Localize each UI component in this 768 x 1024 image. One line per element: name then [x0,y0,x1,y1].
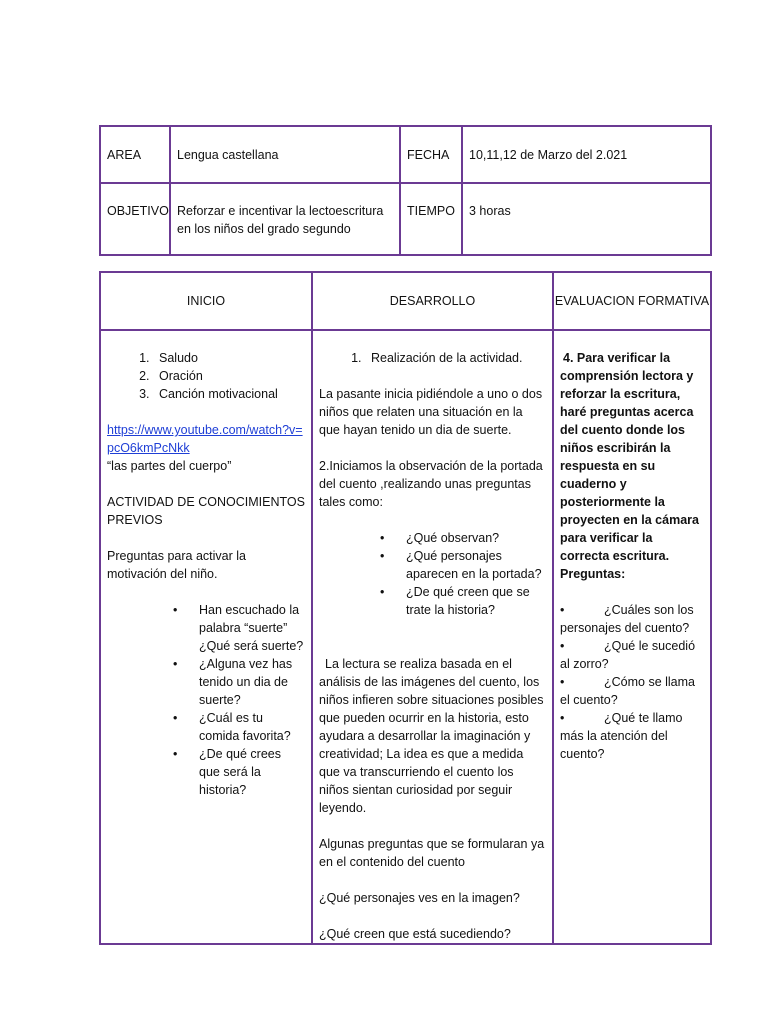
evaluacion-question: • ¿Cuáles son los personajes del cuento? [560,603,694,635]
desarrollo-paragraph-4: Algunas preguntas que se formularan ya en el contenido del cuento [319,837,545,869]
bullet: • [560,603,565,617]
evaluacion-question: • ¿Qué te llamo más la atención del cuento? [560,711,683,761]
desarrollo-paragraph-2: 2.Iniciamos la observación de la portada del cuento ,realizando unas preguntas tales como: [319,459,543,509]
tiempo-label: TIEMPO [400,183,462,255]
inicio-questions-list [199,601,305,799]
objetivo-label: OBJETIVO [100,183,170,255]
plan-table [99,271,712,945]
area-label: AREA [100,126,170,183]
list-item: • ¿Alguna vez has tenido un dia de suerte? [199,655,305,709]
desarrollo-question-2: ¿Qué creen que está sucediendo? [319,927,511,941]
list-item: • ¿Qué observan? [406,529,546,547]
questions-intro: Preguntas para activar la motivación del niño. [107,549,246,581]
inicio-cell [100,330,312,944]
desarrollo-questions-list [406,529,546,619]
header-row-1 [100,126,711,183]
desarrollo-question-1: ¿Qué personajes ves en la imagen? [319,891,520,905]
fecha-label: FECHA [400,126,462,183]
bullet: • [560,711,565,725]
evaluacion-intro: 4. Para verificar la comprensión lectora y reforzar la escritura, haré preguntas acerca del cuento donde los niños escribirán la respuesta en su cuaderno y posteriormente la proyecten en la cámara para verificar la correcta escritura. [560,351,699,563]
objetivo-value: Reforzar e incentivar la lectoescritura en los niños del grado segundo [170,183,400,255]
bullet: • [560,675,565,689]
evaluacion-questions-title: Preguntas: [560,567,626,581]
list-item: • ¿De qué creen que se trate la historia? [406,583,546,619]
column-header-desarrollo: DESARROLLO [312,272,553,330]
column-header-inicio: INICIO [100,272,312,330]
list-item: 1. Saludo [153,349,305,367]
list-item: • ¿De qué crees que será la historia? [199,745,305,799]
bullet: • [560,639,565,653]
fecha-value: 10,11,12 de Marzo del 2.021 [462,126,711,183]
area-value: Lengua castellana [170,126,400,183]
desarrollo-cell [312,330,553,944]
list-item: • Han escuchado la palabra “suerte” ¿Qué será suerte? [199,601,305,655]
activity-title: ACTIVIDAD DE CONOCIMIENTOS PREVIOS [107,495,305,527]
list-item: 3. Canción motivacional [153,385,305,403]
song-title: “las partes del cuerpo” [107,459,232,473]
evaluacion-question: • ¿Qué le sucedió al zorro? [560,639,696,671]
evaluacion-cell [553,330,711,944]
plan-header-row [100,272,711,330]
evaluacion-question: • ¿Cómo se llama el cuento? [560,675,695,707]
list-item: • ¿Cuál es tu comida favorita? [199,709,305,745]
plan-body-row [100,330,711,944]
column-header-evaluacion: EVALUACION FORMATIVA [553,272,711,330]
header-row-2 [100,183,711,255]
list-item: 1. Realización de la actividad. [365,349,546,367]
header-table [99,125,712,256]
desarrollo-steps-list [319,349,546,367]
inicio-steps-list [107,349,305,403]
desarrollo-paragraph-1: La pasante inicia pidiéndole a uno o dos niños que relaten una situación en la que hayan tenido un dia de suerte. [319,387,543,437]
list-item: 2. Oración [153,367,305,385]
youtube-link[interactable]: https://www.youtube.com/watch?v=pcO6kmPcNkk [107,423,303,455]
tiempo-value: 3 horas [462,183,711,255]
list-item: • ¿Qué personajes aparecen en la portada? [406,547,546,583]
desarrollo-paragraph-3: La lectura se realiza basada en el análisis de las imágenes del cuento, los niños infieren sobre situaciones posibles que pueden ocurrir en la historia, esto ayudara a desarrollar la imaginación y creatividad; La idea es que a medida que va transcurriendo el cuento los niños sientan curiosidad por seguir leyendo. [319,657,544,815]
